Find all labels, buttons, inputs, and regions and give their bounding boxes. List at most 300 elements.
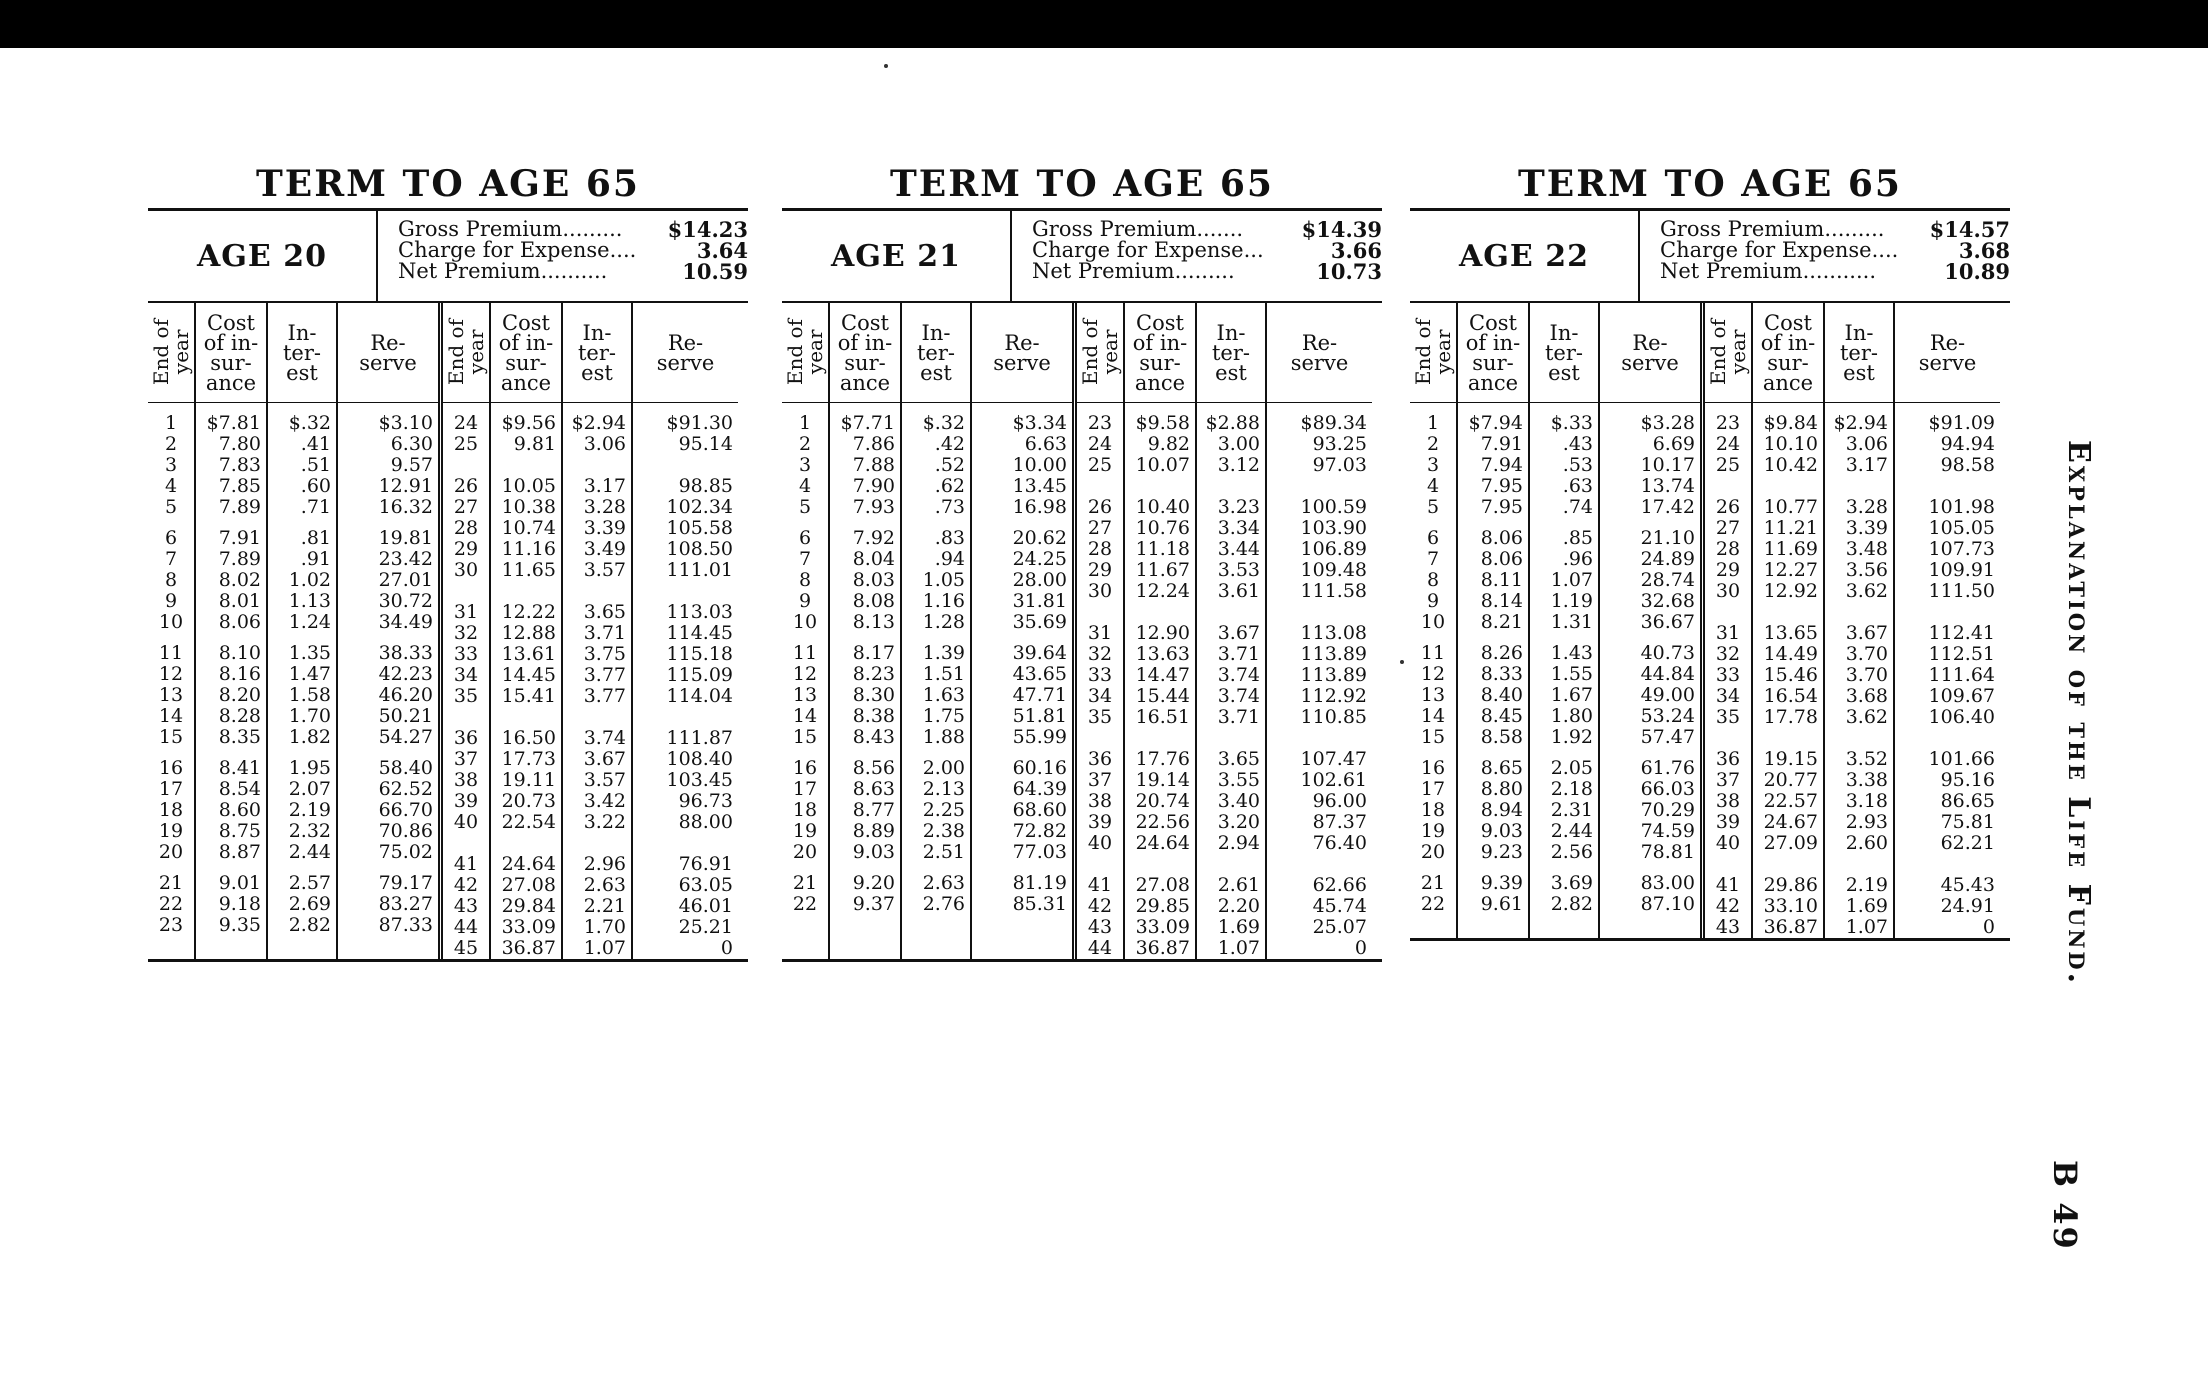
table-cell: 38	[1715, 790, 1741, 812]
column-header	[902, 303, 970, 403]
table-cell: .74	[1562, 496, 1593, 518]
right-end-of-year-column	[1705, 303, 1753, 938]
table-cell: 1.95	[288, 757, 331, 779]
table-cell: 13.61	[501, 643, 556, 665]
table-cell: 42	[453, 874, 479, 896]
table-cell: 85.31	[1012, 893, 1067, 915]
column-header-label: Cost of in- sur- ance	[1465, 310, 1521, 395]
column-header-label: Cost of in- sur- ance	[203, 310, 259, 395]
table-cell: 53.24	[1640, 705, 1695, 727]
column-header	[1530, 303, 1598, 403]
table-cell: $3.10	[378, 412, 433, 434]
table-cell: 2	[1426, 433, 1440, 455]
table-cell: 100.59	[1300, 496, 1367, 518]
table-cell: 17	[158, 778, 184, 800]
table-cell: 83.27	[378, 893, 433, 915]
table-cell: 2.63	[922, 872, 965, 894]
table-cell	[1825, 728, 1893, 749]
gross-premium-value: $14.57	[1929, 217, 2010, 242]
table-cell: 3.38	[1845, 769, 1888, 791]
table-cell: 7.85	[218, 475, 261, 497]
table-cell: 3.53	[1217, 559, 1260, 581]
table-cell	[1705, 854, 1751, 875]
table-cell: 3.52	[1845, 748, 1888, 770]
table-cell: 10	[792, 611, 818, 633]
table-cell: 24	[1715, 433, 1741, 455]
table-cell	[1077, 854, 1123, 875]
rule-bottom	[1410, 938, 2010, 941]
table-cell: 1.43	[1550, 642, 1593, 664]
table-cell: 2.19	[1845, 874, 1888, 896]
charge-for-expense-value: 3.68	[1958, 238, 2010, 263]
table-cell	[1825, 854, 1893, 875]
table-cell: 3.20	[1217, 811, 1260, 833]
table-cell: 9.37	[852, 893, 895, 915]
table-cell: 3.42	[583, 790, 626, 812]
table-cell: 12.24	[1135, 580, 1190, 602]
table-cell: 19	[1420, 820, 1446, 842]
table-cell: 3.68	[1845, 685, 1888, 707]
table-cell: 19.14	[1135, 769, 1190, 791]
table-cell: 3.39	[583, 517, 626, 539]
left-interest-column	[902, 303, 972, 959]
column-header	[972, 303, 1072, 403]
table-cell: 31	[453, 601, 479, 623]
table-cell: 3.22	[583, 811, 626, 833]
left-end-of-year-column	[148, 303, 196, 959]
scan-speck	[884, 64, 888, 68]
table-cell: 2.07	[288, 778, 331, 800]
column-values	[1825, 403, 1893, 938]
rule-bottom	[782, 959, 1382, 962]
table-cell	[1753, 476, 1823, 497]
table-cell: 11.69	[1763, 538, 1818, 560]
net-premium-label: Net Premium..........	[398, 259, 608, 283]
scan-top-band	[0, 0, 2208, 48]
table-cell: .91	[300, 548, 331, 570]
table-cell: 33.09	[1135, 916, 1190, 938]
table-cell: 109.67	[1928, 685, 1995, 707]
column-values	[1125, 403, 1195, 959]
right-cost-of-insurance-column	[1125, 303, 1197, 959]
left-end-of-year-column	[1410, 303, 1458, 938]
table-cell: 109.48	[1300, 559, 1367, 581]
table-cell	[633, 581, 738, 602]
left-cost-of-insurance-column	[830, 303, 902, 959]
table-cell: 10.10	[1763, 433, 1818, 455]
table-cell: $7.94	[1468, 412, 1523, 434]
column-header-label: Re- serve	[1918, 330, 1977, 375]
right-cost-of-insurance-column	[1753, 303, 1825, 938]
table-cell: 25	[453, 433, 479, 455]
table-cell	[1125, 854, 1195, 875]
table-cell: 7	[164, 548, 178, 570]
table-cell: 33.10	[1763, 895, 1818, 917]
table-cell: 2.21	[583, 895, 626, 917]
table-cell: 14	[158, 705, 184, 727]
table-cell: 3.18	[1845, 790, 1888, 812]
gross-premium-value: $14.39	[1301, 217, 1382, 242]
table-cell: 3.71	[1217, 643, 1260, 665]
table-cell: 3.70	[1845, 664, 1888, 686]
table-cell: 109.91	[1928, 559, 1995, 581]
table-cell: 46.20	[378, 684, 433, 706]
table-cell: 15.46	[1763, 664, 1818, 686]
charge-for-expense-value: 3.66	[1330, 238, 1382, 263]
table-cell: 10.42	[1763, 454, 1818, 476]
table-cell: 3.12	[1217, 454, 1260, 476]
left-interest-column	[1530, 303, 1600, 938]
table-cell: 7.89	[218, 496, 261, 518]
table-cell: 2.32	[288, 820, 331, 842]
column-header-label: In- ter- est	[282, 320, 321, 385]
table-cell: 1.07	[1217, 937, 1260, 959]
term-table-age-21	[782, 160, 1382, 962]
gross-premium-row	[1660, 219, 2010, 240]
column-values	[782, 403, 828, 915]
table-cell: 33	[1715, 664, 1741, 686]
table-cell: 103.90	[1300, 517, 1367, 539]
table-cell: .53	[1562, 454, 1593, 476]
column-values	[1705, 403, 1751, 938]
table-cell: .63	[1562, 475, 1593, 497]
column-header	[1825, 303, 1893, 403]
table-cell: 87.37	[1312, 811, 1367, 833]
table-cell: 3.67	[1845, 622, 1888, 644]
table-cell: 17.73	[501, 748, 556, 770]
column-values	[830, 403, 900, 915]
table-cell: 21	[792, 872, 818, 894]
table-cell: 98.85	[678, 475, 733, 497]
column-values	[1410, 403, 1456, 915]
table-cell: 3	[1426, 454, 1440, 476]
table-cell: 8.80	[1480, 778, 1523, 800]
table-cell: 113.03	[666, 601, 733, 623]
column-values	[268, 403, 336, 936]
table-cell: 2.13	[922, 778, 965, 800]
table-cell: 112.51	[1928, 643, 1995, 665]
table-cell: 107.73	[1928, 538, 1995, 560]
column-values	[443, 403, 489, 959]
table-cell: 22	[792, 893, 818, 915]
table-cell	[1125, 476, 1195, 497]
table-cell: 2.51	[922, 841, 965, 863]
left-reserve-column	[338, 303, 443, 959]
column-header	[633, 303, 738, 403]
table-cell: 30.72	[378, 590, 433, 612]
table-cell: 36	[1715, 748, 1741, 770]
table-cell: .52	[934, 454, 965, 476]
table-cell	[1267, 476, 1372, 497]
table-cell	[633, 833, 738, 854]
table-cell	[491, 707, 561, 728]
table-cell: 8.13	[852, 611, 895, 633]
column-header-label: Cost of in- sur- ance	[498, 310, 554, 395]
table-cell	[563, 833, 631, 854]
table-cell: 11.16	[501, 538, 556, 560]
table-cell: 15	[792, 726, 818, 748]
table-cell: 8.38	[852, 705, 895, 727]
table-cell: 1.07	[1845, 916, 1888, 938]
column-header-label: End of year	[1411, 319, 1455, 386]
column-header-label: Re- serve	[359, 330, 417, 375]
column-values	[1458, 403, 1528, 915]
table-cell: .71	[300, 496, 331, 518]
table-cell: 114.45	[666, 622, 733, 644]
column-header-label: In- ter- est	[916, 320, 955, 385]
table-cell: 30	[1715, 580, 1741, 602]
table-cell: 105.58	[666, 517, 733, 539]
table-cell: 9.03	[852, 841, 895, 863]
table-cell: 77.03	[1012, 841, 1067, 863]
table-cell: 7.86	[852, 433, 895, 455]
table-cell: 7.93	[852, 496, 895, 518]
table-cell: 24.64	[501, 853, 556, 875]
table-cell: 68.60	[1012, 799, 1067, 821]
table-cell: 21	[1420, 872, 1446, 894]
table-cell: 3.62	[1845, 706, 1888, 728]
table-cell: 6	[798, 527, 812, 549]
column-header-label: In- ter- est	[1211, 320, 1250, 385]
table-cell: 83.00	[1640, 872, 1695, 894]
table-cell: $.32	[288, 412, 331, 434]
column-header	[1125, 303, 1195, 403]
rule-bottom	[148, 959, 748, 962]
table-cell: 10.76	[1135, 517, 1190, 539]
table-cell: 115.18	[666, 643, 733, 665]
table-cell: 10.07	[1135, 454, 1190, 476]
table-cell: 113.89	[1300, 664, 1367, 686]
table-cell: 96.00	[1312, 790, 1367, 812]
table-cell: 8.06	[218, 611, 261, 633]
table-cell: 111.87	[666, 727, 733, 749]
table-cell: .85	[1562, 527, 1593, 549]
table-cell: 33	[453, 643, 479, 665]
table-cell: $9.84	[1763, 412, 1818, 434]
table-cell: 39	[1715, 811, 1741, 833]
table-cell: 38	[453, 769, 479, 791]
table-cell: 7.90	[852, 475, 895, 497]
premium-header	[1410, 211, 2010, 303]
table-cell: 64.39	[1012, 778, 1067, 800]
table-cell: 8	[164, 569, 178, 591]
right-reserve-column	[633, 303, 738, 959]
column-header	[1753, 303, 1823, 403]
premium-header	[782, 211, 1382, 303]
table-cell: 1.05	[922, 569, 965, 591]
table-cell: 27	[453, 496, 479, 518]
table-cell: 3	[164, 454, 178, 476]
table-cell: 20.77	[1763, 769, 1818, 791]
table-cell: $91.30	[666, 412, 733, 434]
table-cell	[1267, 854, 1372, 875]
table-cell: 17.42	[1640, 496, 1695, 518]
right-interest-column	[1197, 303, 1267, 959]
table-cell: 2.82	[1550, 893, 1593, 915]
term-table-age-22	[1410, 160, 2010, 941]
table-cell: 36.87	[501, 937, 556, 959]
table-cell: 46.01	[678, 895, 733, 917]
table-cell: 14	[792, 705, 818, 727]
column-header	[830, 303, 900, 403]
table-cell	[563, 455, 631, 476]
table-cell	[491, 833, 561, 854]
table-cell: 28	[1715, 538, 1741, 560]
table-cell: 3.39	[1845, 517, 1888, 539]
table-cell: 13	[158, 684, 184, 706]
table-cell: .94	[934, 548, 965, 570]
table-cell: 2.00	[922, 757, 965, 779]
table-cell: 1.80	[1550, 705, 1593, 727]
table-cell: $.33	[1550, 412, 1593, 434]
table-cell: 29	[453, 538, 479, 560]
table-cell: 8.26	[1480, 642, 1523, 664]
table-cell: 26	[1087, 496, 1113, 518]
left-interest-column	[268, 303, 338, 959]
column-header-label: Cost of in- sur- ance	[837, 310, 893, 395]
table-cell: 75.81	[1940, 811, 1995, 833]
table-cell: 34	[1087, 685, 1113, 707]
charge-for-expense-label: Charge for Expense...	[1032, 238, 1264, 262]
table-cell: 95.14	[678, 433, 733, 455]
table-cell: 7.91	[1480, 433, 1523, 455]
column-values	[338, 403, 438, 936]
column-header-label: Re- serve	[1621, 330, 1679, 375]
table-cell: $7.71	[840, 412, 895, 434]
table-cell: 2	[798, 433, 812, 455]
table-cell: 17	[792, 778, 818, 800]
table-cell	[563, 581, 631, 602]
table-cell: 9.61	[1480, 893, 1523, 915]
table-cell: 29.85	[1135, 895, 1190, 917]
premium-header	[148, 211, 748, 303]
table-cell: 13.74	[1640, 475, 1695, 497]
table-cell: 8.08	[852, 590, 895, 612]
table-cell: 66.70	[378, 799, 433, 821]
table-cell: 111.58	[1300, 580, 1367, 602]
right-interest-column	[563, 303, 633, 959]
table-cell: 32	[1087, 643, 1113, 665]
table-cell: 27.08	[501, 874, 556, 896]
table-cell: 2.94	[1217, 832, 1260, 854]
table-cell: 9.23	[1480, 841, 1523, 863]
table-cell: 34	[1715, 685, 1741, 707]
page-number: B 49	[2046, 1160, 2084, 1251]
table-cell: .43	[1562, 433, 1593, 455]
table-cell: 9.20	[852, 872, 895, 894]
table-cell: 34.49	[378, 611, 433, 633]
table-cell: 111.01	[666, 559, 733, 581]
table-cell: 106.40	[1928, 706, 1995, 728]
charge-for-expense-label: Charge for Expense....	[1660, 238, 1899, 262]
column-values	[1077, 403, 1123, 959]
table-cell: $89.34	[1300, 412, 1367, 434]
table-cell: 10	[158, 611, 184, 633]
table-cell	[1895, 602, 2000, 623]
table-cell: 8.16	[218, 663, 261, 685]
table-cell: 8.35	[218, 726, 261, 748]
table-cell: 25	[1087, 454, 1113, 476]
table-cell: 10.77	[1763, 496, 1818, 518]
table-cell: 44	[453, 916, 479, 938]
table-cell: 22.57	[1763, 790, 1818, 812]
table-cell: 3.17	[1845, 454, 1888, 476]
table-cell: .83	[934, 527, 965, 549]
table-cell: 93.25	[1312, 433, 1367, 455]
table-cell: 35.69	[1012, 611, 1067, 633]
table-cell	[1825, 602, 1893, 623]
table-cell: 12	[792, 663, 818, 685]
table-cell: 43.65	[1012, 663, 1067, 685]
table-cell	[563, 707, 631, 728]
table-cell: 113.08	[1300, 622, 1367, 644]
table-cell: 26	[1715, 496, 1741, 518]
table-cell: 2.18	[1550, 778, 1593, 800]
table-cell	[1705, 476, 1751, 497]
table-cell: 3.00	[1217, 433, 1260, 455]
table-cell: 27.08	[1135, 874, 1190, 896]
table-cell: 17.78	[1763, 706, 1818, 728]
table-cell: 74.59	[1640, 820, 1695, 842]
table-cell: 76.91	[678, 853, 733, 875]
table-cell: 2.31	[1550, 799, 1593, 821]
table-cell: 16.50	[501, 727, 556, 749]
table-cell: $9.58	[1135, 412, 1190, 434]
gross-premium-label: Gross Premium.......	[1032, 217, 1244, 241]
net-premium-row	[1660, 261, 2010, 282]
table-cell: 66.03	[1640, 778, 1695, 800]
table-cell: 2.82	[288, 914, 331, 936]
table-cell: 61.76	[1640, 757, 1695, 779]
table-cell: 49.00	[1640, 684, 1695, 706]
table-cell: 0	[720, 937, 733, 959]
table-cell: 3.62	[1845, 580, 1888, 602]
premium-summary	[378, 211, 748, 301]
table-cell: 3.70	[1845, 643, 1888, 665]
table-cell: 62.66	[1312, 874, 1367, 896]
table-cell: 36.87	[1763, 916, 1818, 938]
table-cell: 75.02	[378, 841, 433, 863]
table-cell: 8.45	[1480, 705, 1523, 727]
table-cell: 7.92	[852, 527, 895, 549]
table-cell: 8.10	[218, 642, 261, 664]
table-cell: 3.56	[1845, 559, 1888, 581]
table-cell: 108.40	[666, 748, 733, 770]
table-cell: 78.81	[1640, 841, 1695, 863]
charge-for-expense-value: 3.64	[696, 238, 748, 263]
table-cell: $2.94	[571, 412, 626, 434]
table-cell: 12.92	[1763, 580, 1818, 602]
table-cell: 2.60	[1845, 832, 1888, 854]
table-cell: 112.41	[1928, 622, 1995, 644]
table-cell: .41	[300, 433, 331, 455]
table-cell: 10.74	[501, 517, 556, 539]
age-label: AGE 20	[148, 211, 378, 301]
table-cell: 79.17	[378, 872, 433, 894]
table-cell: 41	[1715, 874, 1741, 896]
right-interest-column	[1825, 303, 1895, 938]
table-cell: 1.28	[922, 611, 965, 633]
table-cell: 2.20	[1217, 895, 1260, 917]
column-header-label: Re- serve	[993, 330, 1051, 375]
column-header-label: Re- serve	[1290, 330, 1349, 375]
table-cell: 15.44	[1135, 685, 1190, 707]
table-cell: 16	[158, 757, 184, 779]
table-cell: 7.80	[218, 433, 261, 455]
table-cell: 42	[1715, 895, 1741, 917]
table-cell: 106.89	[1300, 538, 1367, 560]
net-premium-label: Net Premium...........	[1660, 259, 1877, 283]
